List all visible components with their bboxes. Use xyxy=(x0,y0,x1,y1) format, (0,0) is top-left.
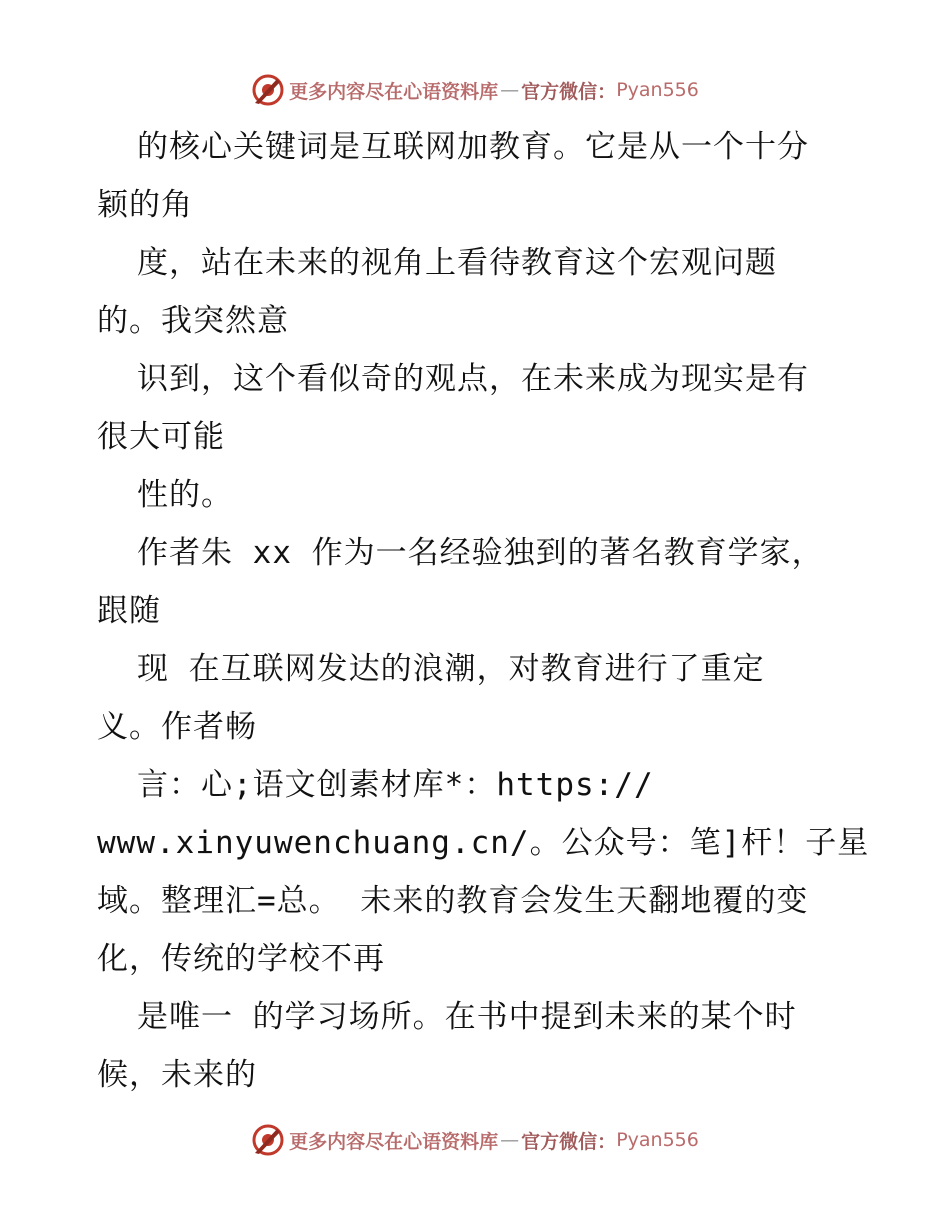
body-line: 是唯一 的学习场所。在书中提到未来的某个时 xyxy=(137,999,797,1035)
quill-logo-icon xyxy=(251,1123,285,1157)
header-wechat-handle: Pyan556 xyxy=(616,79,699,101)
body-line: 度，站在未来的视角上看待教育这个宏观问题 xyxy=(137,245,777,281)
header-separator: — xyxy=(500,79,520,101)
footer-wechat-handle: Pyan556 xyxy=(616,1129,699,1151)
header-brand-text: 更多内容尽在心语资料库 xyxy=(289,80,499,103)
body-line: 的。我突然意 xyxy=(97,303,289,339)
body-line: 很大可能 xyxy=(97,419,225,455)
body-line: 域。整理汇=总。 未来的教育会发生天翻地覆的变 xyxy=(97,883,809,919)
footer-watermark xyxy=(0,1120,950,1160)
body-line: 的核心关键词是互联网加教育。它是从一个十分 xyxy=(137,129,809,165)
body-line: 作者朱 xx 作为一名经验独到的著名教育学家， xyxy=(137,535,824,571)
body-line: 候，未来的 xyxy=(97,1057,257,1093)
footer-wechat-label: 官方微信： xyxy=(521,1130,617,1153)
body-line: 颖的角 xyxy=(97,187,193,223)
body-line: 现 在互联网发达的浪潮，对教育进行了重定 xyxy=(137,651,765,687)
footer-brand-text: 更多内容尽在心语资料库 xyxy=(289,1130,499,1153)
body-line: 跟随 xyxy=(97,593,161,629)
body-line: 识到，这个看似奇的观点，在未来成为现实是有 xyxy=(137,361,809,397)
header-wechat-label: 官方微信： xyxy=(521,80,617,103)
body-line: 义。作者畅 xyxy=(97,709,257,745)
body-line: 性的。 xyxy=(137,477,233,513)
footer-separator: — xyxy=(500,1129,520,1151)
body-line: 言：心;语文创素材库*：https:// xyxy=(137,767,654,803)
body-line: 化，传统的学校不再 xyxy=(97,941,385,977)
body-line: www.xinyuwenchuang.cn/。公众号：笔]杆！子星 xyxy=(97,825,870,861)
